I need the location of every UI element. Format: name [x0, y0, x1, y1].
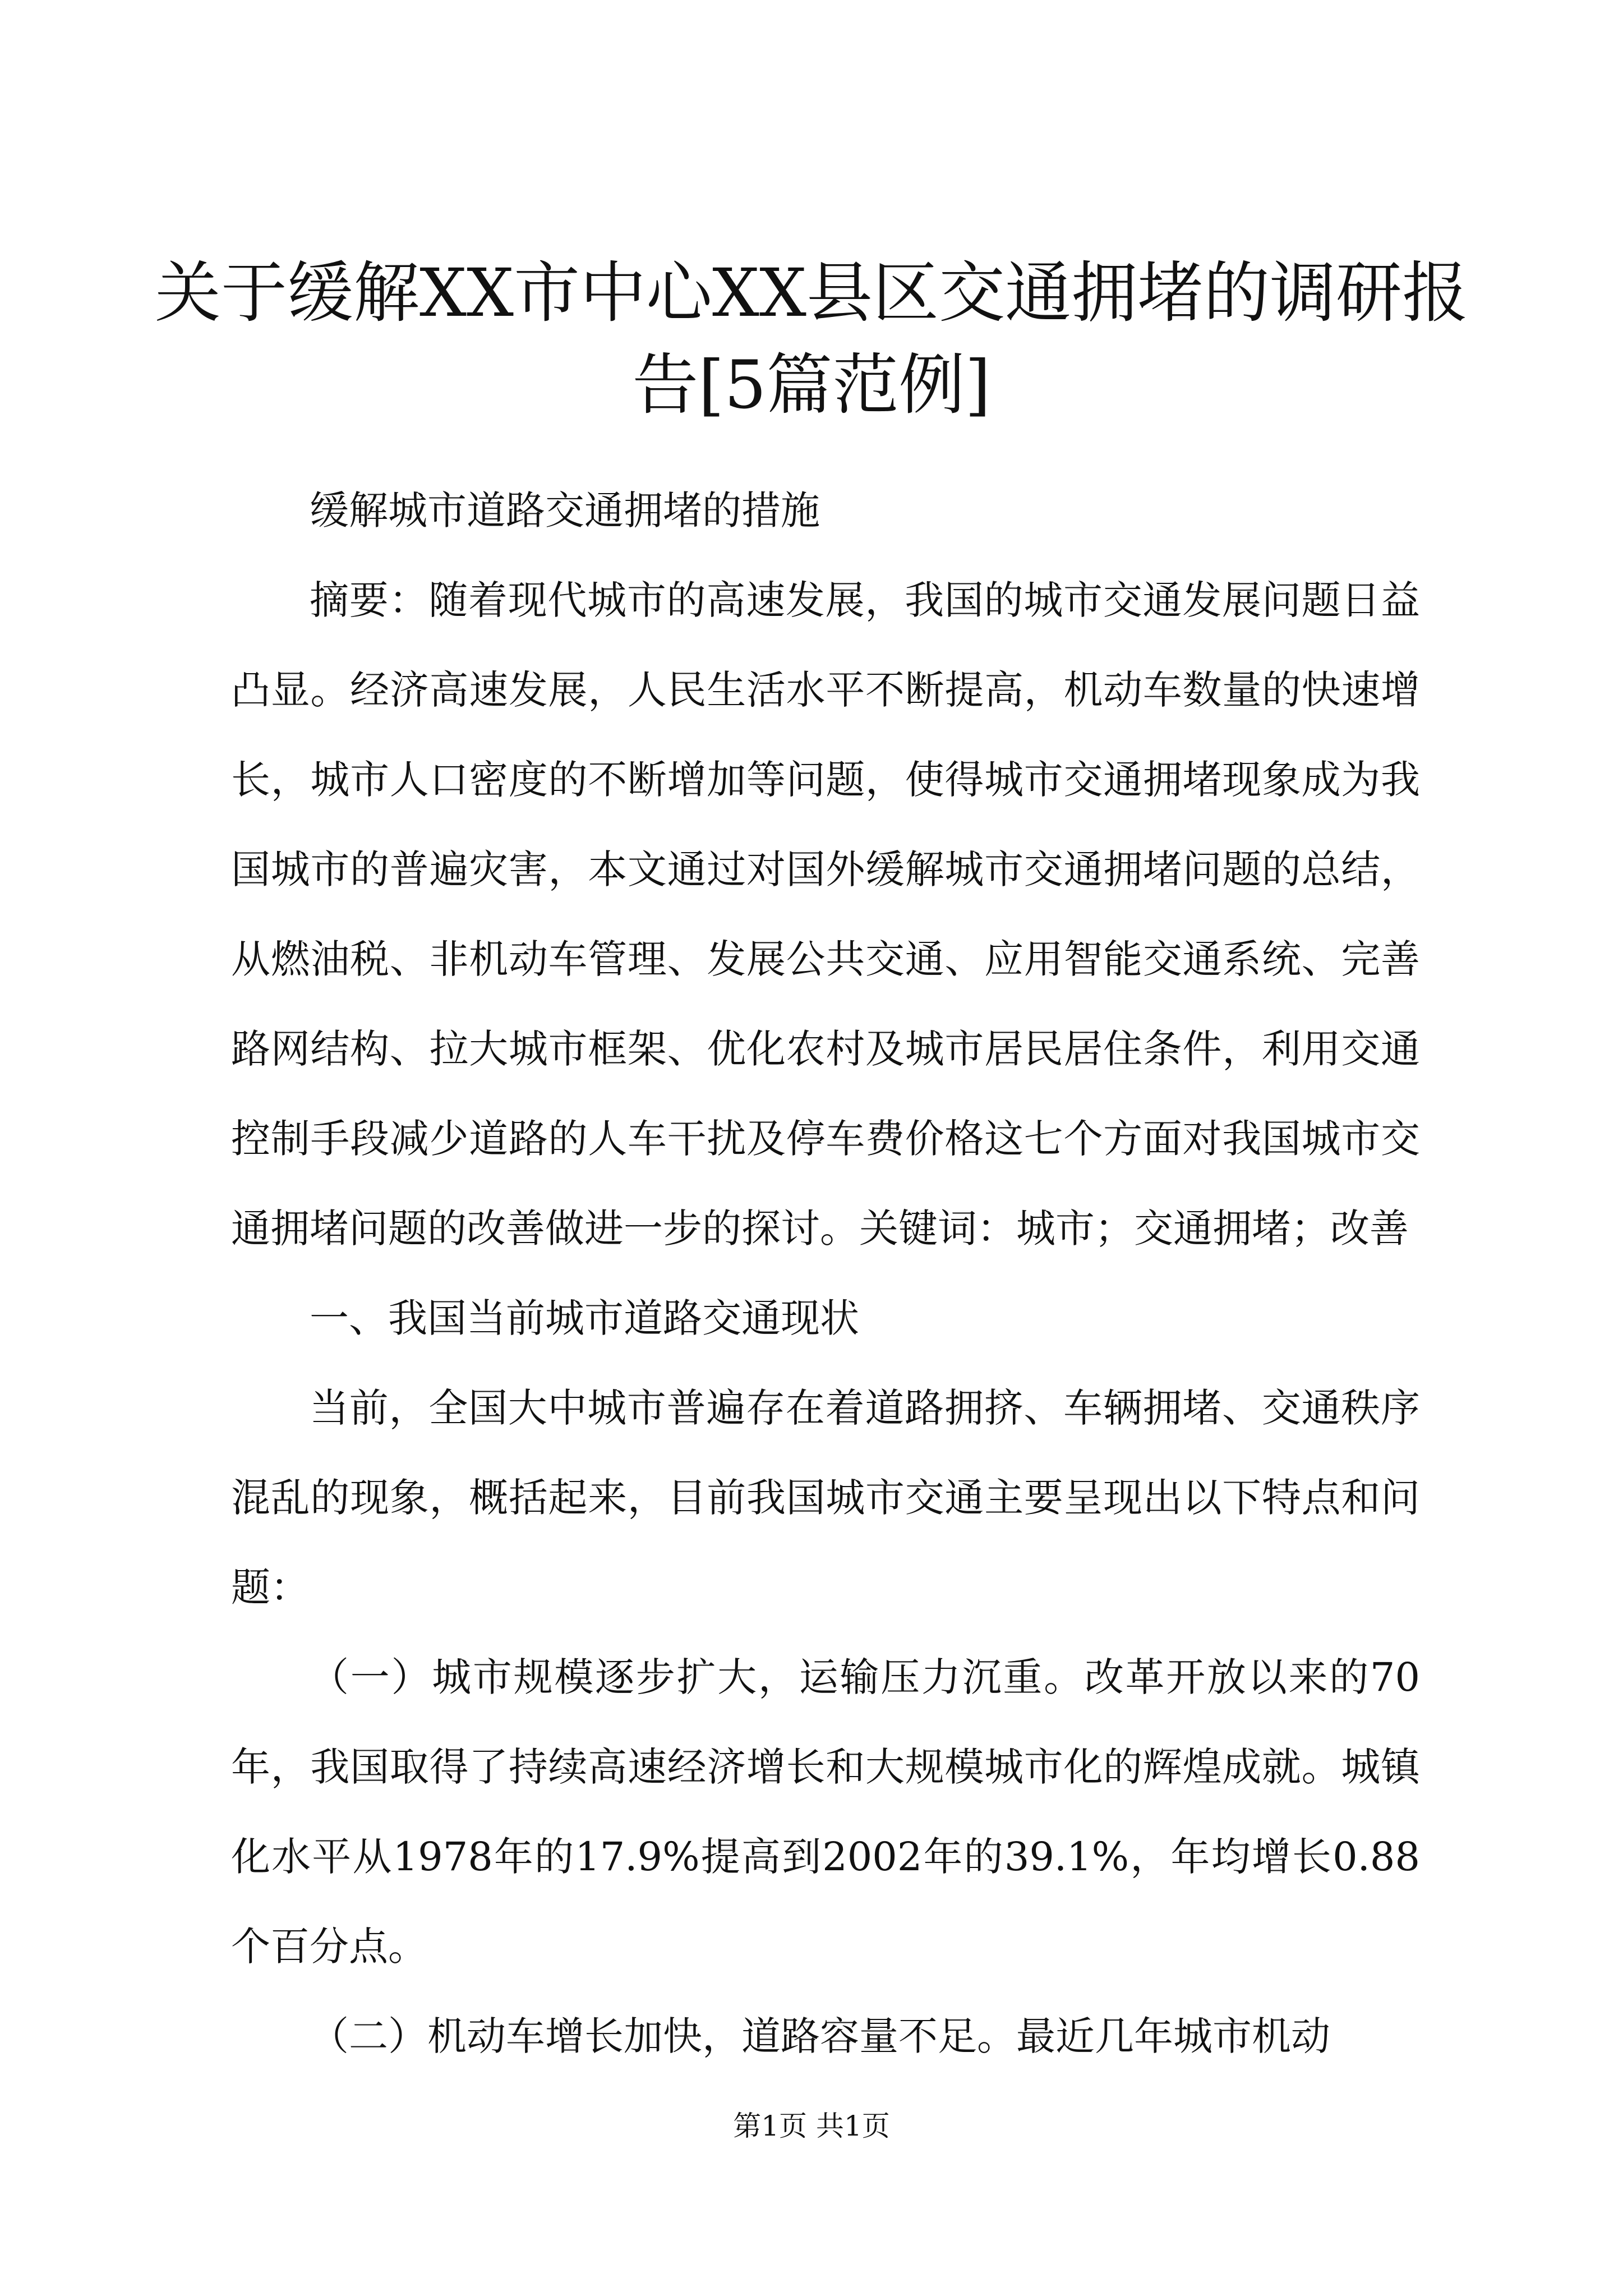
document-title: 关于缓解XX市中心XX县区交通拥堵的调研报告[5篇范例]	[154, 254, 1469, 424]
body-paragraph: （一）城市规模逐步扩大，运输压力沉重。改革开放以来的70年，我国取得了持续高速经济增长和大规模城市化的辉煌成就。城镇化水平从1978年的17.9%提高到2002年的39.1%，年均增长0.88个百分点。	[231, 1654, 1420, 1970]
section-heading: 一、我国当前城市道路交通现状	[310, 1295, 859, 1341]
body-paragraph: （二）机动车增长加快，道路容量不足。最近几年城市机动	[310, 2013, 1330, 2059]
section-heading: 缓解城市道路交通拥堵的措施	[310, 487, 820, 533]
body-paragraph: 当前，全国大中城市普遍存在着道路拥挤、车辆拥堵、交通秩序混乱的现象，概括起来，目前我国城市交通主要呈现出以下特点和问题：	[231, 1385, 1420, 1611]
document-body	[231, 466, 1420, 2081]
abstract-paragraph: 摘要：随着现代城市的高速发展，我国的城市交通发展问题日益凸显。经济高速发展，人民生活水平不断提高，机动车数量的快速增长，城市人口密度的不断增加等问题，使得城市交通拥堵现象成为我国城市的普遍灾害，本文通过对国外缓解城市交通拥堵问题的总结，从燃油税、非机动车管理、发展公共交通、应用智能交通系统、完善路网结构、拉大城市框架、优化农村及城市居民居住条件，利用交通控制手段减少道路的人车干扰及停车费价格这七个方面对我国城市交通拥堵问题的改善做进一步的探讨。关键词：城市；交通拥堵；改善	[231, 577, 1420, 1251]
page-footer: 第1页 共1页	[733, 2110, 890, 2142]
